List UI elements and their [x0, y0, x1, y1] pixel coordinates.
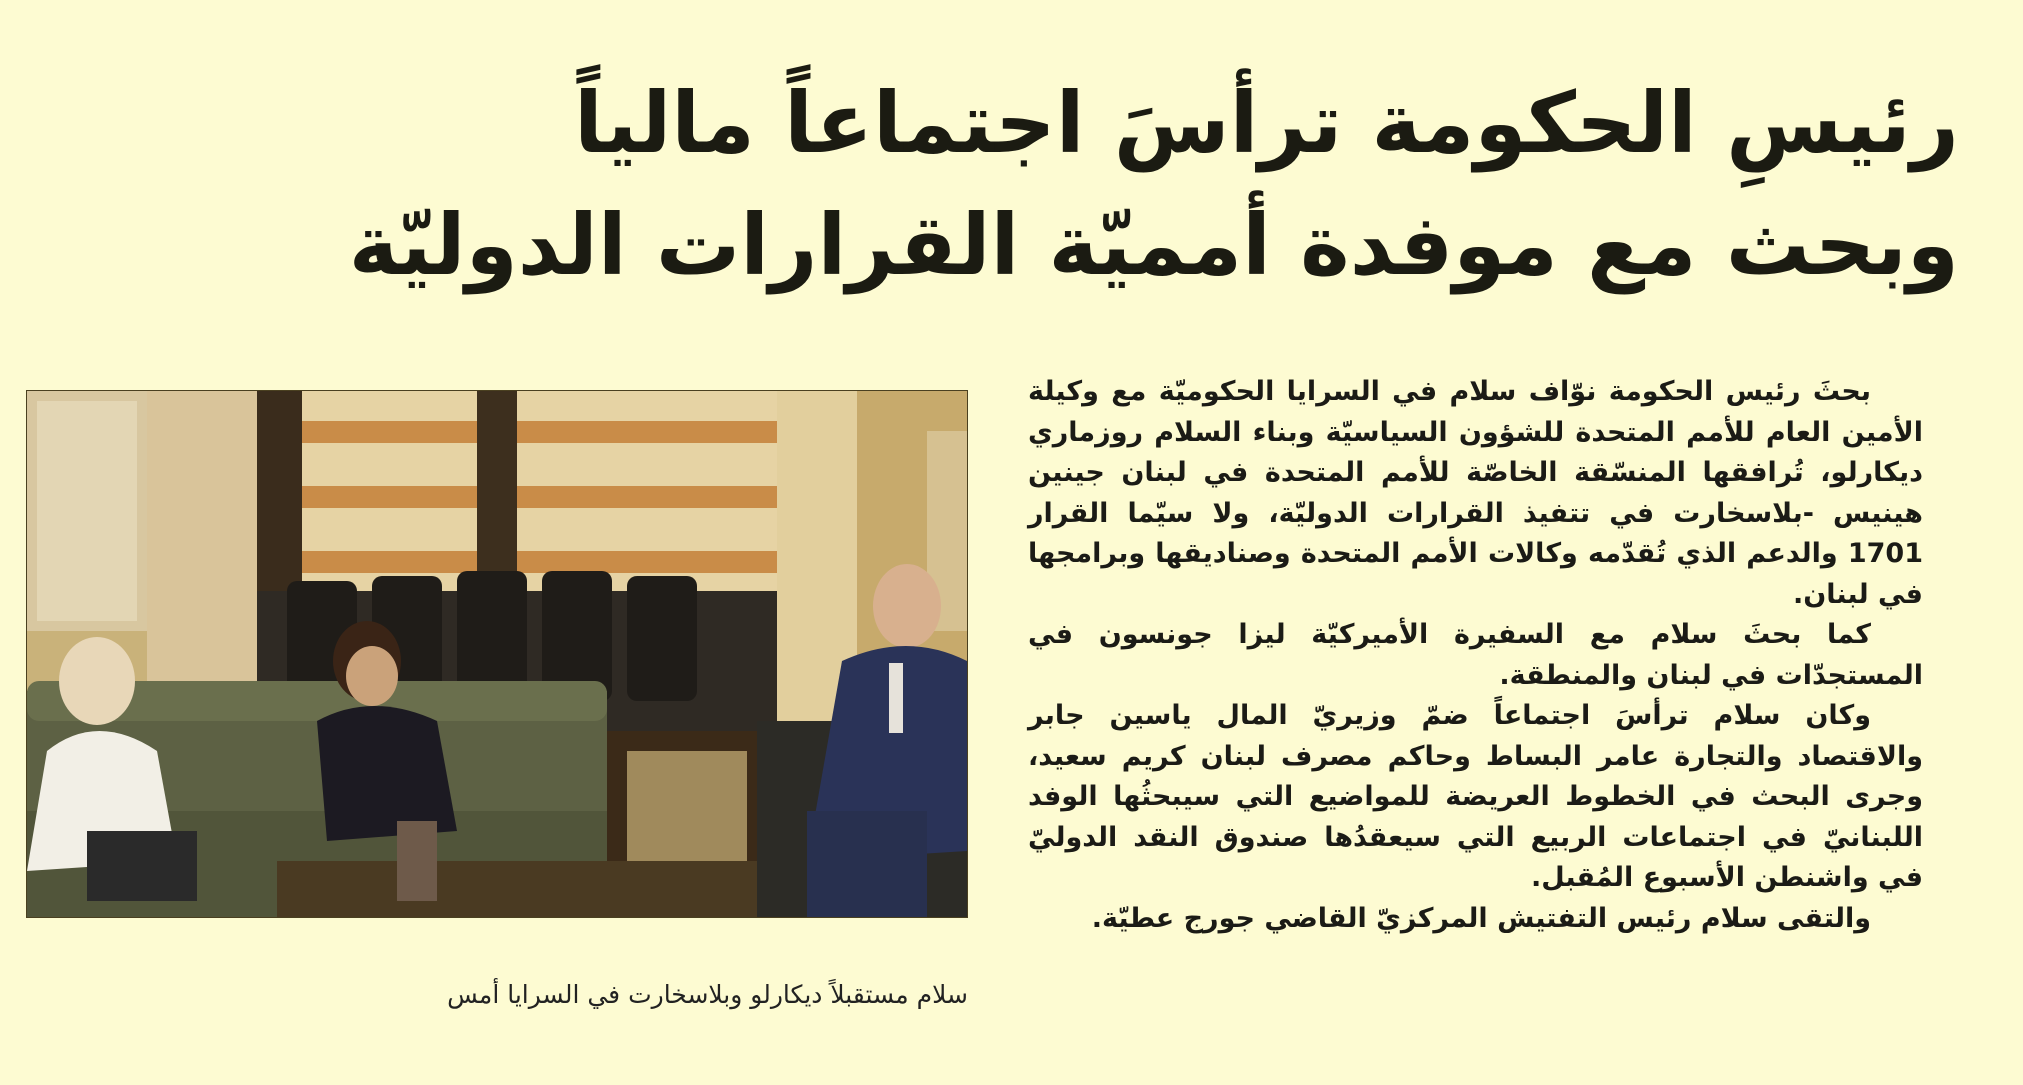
photo-caption: سلام مستقبلاً ديكارلو وبلاسخارت في السرايا أمس: [447, 980, 968, 1009]
news-photo: [26, 390, 968, 918]
article-paragraph-1: بحثَ رئيس الحكومة نوّاف سلام في السرايا الحكوميّة مع وكيلة الأمين العام للأمم المتحدة للشؤون السياسيّة وبناء السلام روزماري ديكارلو، تُرافقها المنسّقة الخاصّة للأمم المتحدة في لبنان جينين هينيس -بلاسخارت في تتفيذ القرارات الدوليّة، ولا سيّما القرار 1701 والدعم الذي تُقدّمه وكالات الأمم المتحدة وصناديقها وبرامجها في لبنان.: [1028, 376, 1923, 610]
headline-line-2: وبحث مع موفدة أمميّة القرارات الدوليّة: [348, 196, 1959, 294]
article-body: [1028, 372, 1923, 939]
article-paragraph-2: كما بحثَ سلام مع السفيرة الأميركيّة ليزا جونسون في المستجدّات في لبنان والمنطقة.: [1028, 619, 1923, 691]
article-paragraph-4: والتقى سلام رئيس التفتيش المركزيّ القاضي جورج عطيّة.: [1091, 902, 1871, 934]
article-headline: [348, 62, 1959, 306]
headline-line-1: رئيسِ الحكومة ترأسَ اجتماعاً مالياً: [573, 74, 1959, 172]
article-paragraph-3: وكان سلام ترأسَ اجتماعاً ضمّ وزيريّ المال ياسين جابر والاقتصاد والتجارة عامر البساط وحاكم مصرف لبنان كريم سعيد، وجرى البحث في الخطوط العريضة للمواضيع التي سيبحثُها الوفد اللبنانيّ في اجتماعات الربيع التي سيعقدُها صندوق النقد الدوليّ في واشنطن الأسبوع المُقبل.: [1028, 700, 1923, 893]
